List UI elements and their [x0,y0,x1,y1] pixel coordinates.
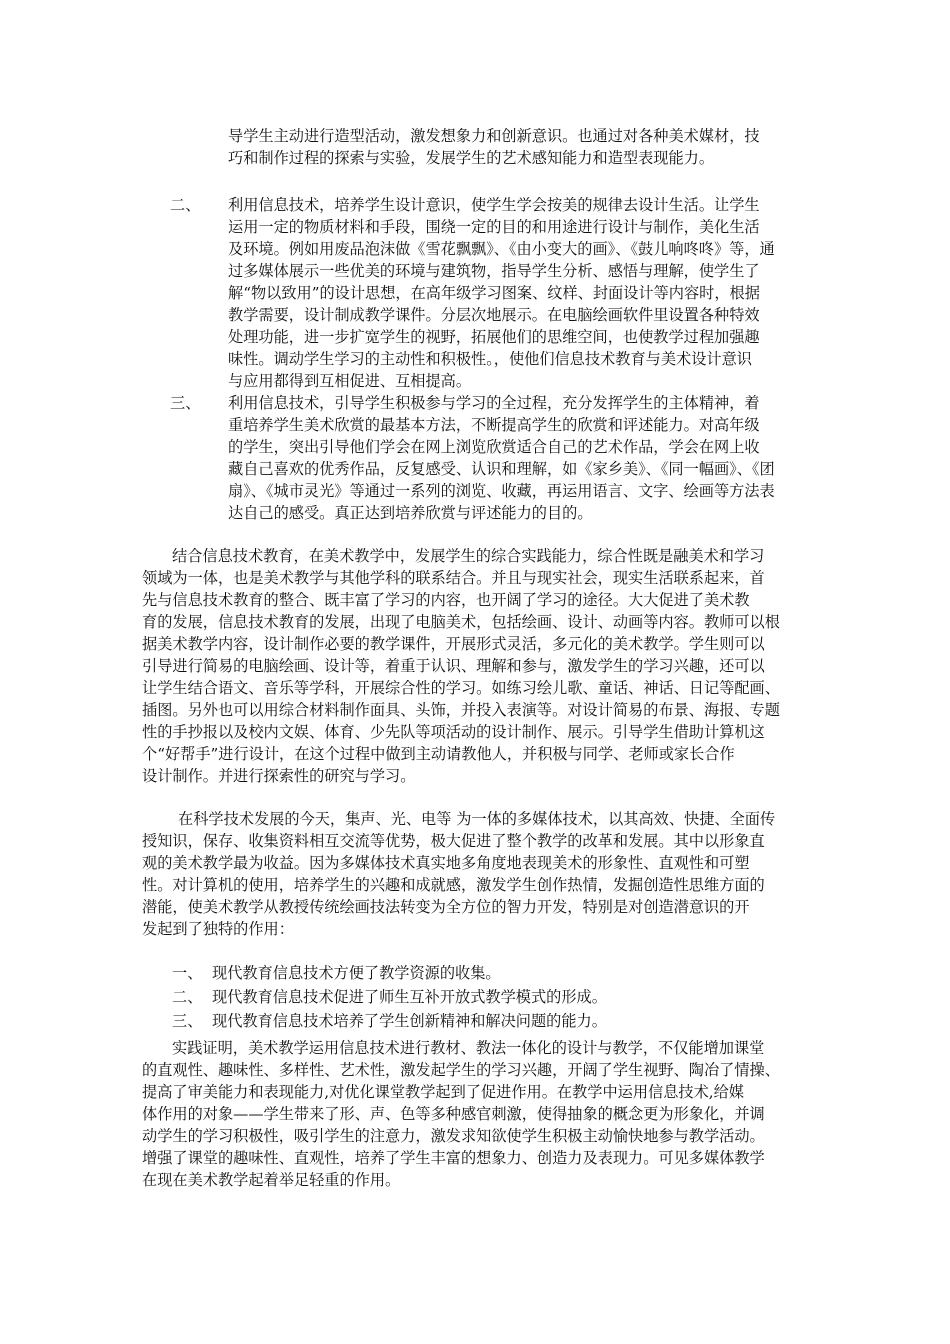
section-two-line: 教学需要，设计制成教学课件。分层次地展示。在电脑绘画软件里设置各种特效 [228,306,760,324]
numbered-point-marker: 二、 [172,988,203,1006]
multimedia-paragraph-line: 发起到了独特的作用： [142,920,294,938]
numbered-point-text: 现代教育信息技术培养了学生创新精神和解决问题的能力。 [212,1012,607,1030]
integration-paragraph-line: 插图。另外也可以用综合材料制作面具、头饰，并投入表演等。对设计简易的布景、海报、专题 [142,701,780,719]
multimedia-paragraph-line: 在科学技术发展的今天，集声、光、电等 为一体的多媒体技术，以其高效、快捷、全面传 [178,810,776,828]
section-three-marker: 三、 [170,394,201,412]
section-two-marker: 二、 [170,196,201,214]
numbered-point-marker: 一、 [172,964,203,982]
multimedia-paragraph-line: 授知识，保存、收集资料相互交流等优势，极大促进了整个教学的改革和发展。其中以形象直 [142,832,765,850]
section-two-line: 利用信息技术，培养学生设计意识，使学生学会按美的规律去设计生活。让学生 [228,196,760,214]
intro-line: 导学生主动进行造型活动，激发想象力和创新意识。也通过对各种美术媒材，技 [228,127,760,145]
integration-paragraph-line: 育的发展，信息技术教育的发展，出现了电脑美术，包括绘画、设计、动画等内容。教师可以根 [142,613,780,631]
conclusion-paragraph-line: 动学生的学习积极性，吸引学生的注意力，激发求知欲使学生积极主动愉快地参与教学活动。 [142,1127,765,1145]
conclusion-paragraph-line: 增强了课堂的趣味性、直观性，培养了学生丰富的想象力、创造力及表现力。可见多媒体教学 [142,1149,765,1167]
section-three-line: 利用信息技术，引导学生积极参与学习的全过程，充分发挥学生的主体精神，着 [228,394,760,412]
conclusion-paragraph-line: 的直观性、趣味性、多样性、艺术性，激发起学生的学习兴趣，开阔了学生视野、陶冶了情操、 [142,1061,780,1079]
integration-paragraph-line: 性的手抄报以及校内文娱、体育、少先队等项活动的设计制作、展示。引导学生借助计算机这 [142,723,765,741]
conclusion-paragraph-line: 体作用的对象——学生带来了形、声、色等多种感官刺激，使得抽象的概念更为形象化，并调 [142,1105,765,1123]
section-two-line: 过多媒体展示一些优美的环境与建筑物，指导学生分析、感悟与理解，使学生了 [228,262,760,280]
conclusion-paragraph-line: 提高了审美能力和表现能力,对优化课堂教学起到了促进作用。在教学中运用信息技术,给媒 [142,1083,744,1101]
section-two-line: 及环境。例如用废品泡沫做《雪花飘飘》、《由小变大的画》、《鼓儿响咚咚》等，通 [228,240,775,258]
section-two-line: 运用一定的物质材料和手段，围绕一定的目的和用途进行设计与制作，美化生活 [228,218,760,236]
section-three-line: 藏自己喜欢的优秀作品，反复感受、认识和理解，如《家乡美》、《同一幅画》、《团 [228,460,775,478]
multimedia-paragraph-line: 观的美术教学最为收益。因为多媒体技术真实地多角度地表现美术的形象性、直观性和可塑 [142,854,750,872]
integration-paragraph-line: 据美术教学内容，设计制作必要的教学课件，开展形式灵活，多元化的美术教学。学生则可以 [142,635,765,653]
multimedia-paragraph-line: 潜能，使美术教学从教授传统绘画技法转变为全方位的智力开发，特别是对创造潜意识的开 [142,898,750,916]
section-three-line: 的学生，突出引导他们学会在网上浏览欣赏适合自己的艺术作品，学会在网上收 [228,438,760,456]
intro-line: 巧和制作过程的探索与实验，发展学生的艺术感知能力和造型表现能力。 [228,149,714,167]
integration-paragraph-line: 让学生结合语文、音乐等学科，开展综合性的学习。如练习绘儿歌、童话、神话、日记等配画、 [142,679,780,697]
conclusion-paragraph-line: 实践证明，美术教学运用信息技术进行教材、教法一体化的设计与教学，不仅能增加课堂 [172,1039,765,1057]
conclusion-paragraph-line: 在现在美术教学起着举足轻重的作用。 [142,1171,401,1189]
numbered-point-marker: 三、 [172,1012,203,1030]
integration-paragraph-line: 设计制作。并进行探索性的研究与学习。 [142,767,416,785]
section-three-line: 扇》、《城市灵光》等通过一系列的浏览、收藏，再运用语言、文字、绘画等方法表 [228,482,775,500]
integration-paragraph-line: 结合信息技术教育，在美术教学中，发展学生的综合实践能力，综合性既是融美术和学习 [172,547,765,565]
section-two-line: 处理功能，进一步扩宽学生的视野，拓展他们的思维空间，也使教学过程加强趣 [228,328,760,346]
integration-paragraph-line: 个“好帮手”进行设计，在这个过程中做到主动请教他人，并积极与同学、老师或家长合作 [142,745,735,763]
numbered-point-text: 现代教育信息技术促进了师生互补开放式教学模式的形成。 [212,988,607,1006]
section-two-line: 味性。调动学生学习的主动性和积极性。，使他们信息技术教育与美术设计意识 [228,350,752,368]
integration-paragraph-line: 先与信息技术教育的整合、既丰富了学习的内容，也开阔了学习的途径。大大促进了美术教 [142,591,750,609]
integration-paragraph-line: 领域为一体，也是美术教学与其他学科的联系结合。并且与现实社会，现实生活联系起来，首 [142,569,765,587]
section-two-line: 解“物以致用”的设计思想，在高年级学习图案、纹样、封面设计等内容时，根据 [228,284,760,302]
numbered-point-text: 现代教育信息技术方便了教学资源的收集。 [212,964,501,982]
section-three-line: 重培养学生美术欣赏的最基本方法，不断提高学生的欣赏和评述能力。对高年级 [228,416,760,434]
multimedia-paragraph-line: 性。对计算机的使用，培养学生的兴趣和成就感，激发学生创作热情，发掘创造性思维方面的 [142,876,765,894]
section-three-line: 达自己的感受。真正达到培养欣赏与评述能力的目的。 [228,504,593,522]
integration-paragraph-line: 引导进行简易的电脑绘画、设计等，着重于认识、理解和参与，激发学生的学习兴趣，还可以 [142,657,765,675]
section-two-line: 与应用都得到互相促进、互相提高。 [228,372,471,390]
